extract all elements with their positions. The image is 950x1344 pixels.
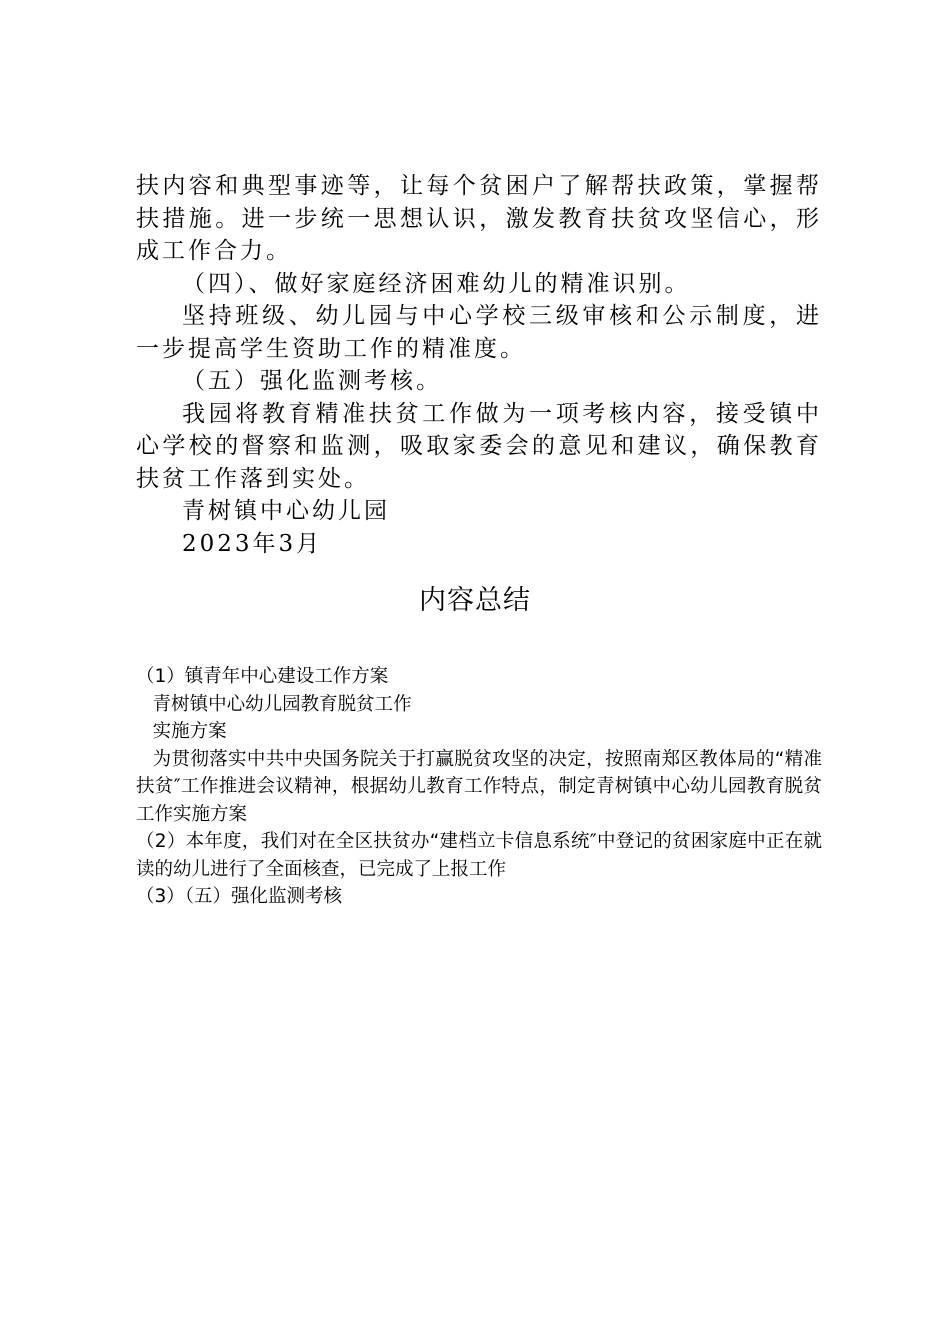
summary-item: （2）本年度，我们对在全区扶贫办“建档立卡信息系统″中登记的贫困家庭中正在就读的幼儿进行了全面核查，已完成了上报工作 bbox=[136, 831, 822, 880]
body-paragraph: 扶内容和典型事迹等，让每个贫困户了解帮扶政策，掌握帮扶措施。进一步统一思想认识，激发教育扶贫攻坚信心，形成工作合力。 bbox=[136, 173, 822, 264]
summary-item: 为贯彻落实中共中央国务院关于打赢脱贫攻坚的决定，按照南郑区教体局的“精准扶贫″工作推进会议精神，根据幼儿教育工作特点，制定青树镇中心幼儿园教育脱贫工作实施方案 bbox=[136, 748, 822, 825]
signature-date: 2023年3月 bbox=[182, 530, 323, 557]
summary-item: 青树镇中心幼儿园教育脱贫工作 bbox=[152, 693, 412, 715]
summary-title: 内容总结 bbox=[419, 585, 531, 616]
section-heading: （四）、做好家庭经济困难幼儿的精准识别。 bbox=[182, 270, 691, 297]
section-heading: （五）强化监测考核。 bbox=[182, 368, 442, 394]
body-paragraph: 坚持班级、幼儿园与中心学校三级审核和公示制度，进一步提高学生资助工作的精准度。 bbox=[136, 303, 822, 362]
signature-organization: 青树镇中心幼儿园 bbox=[182, 498, 390, 524]
summary-item: （1）镇青年中心建设工作方案 bbox=[136, 666, 389, 687]
summary-list bbox=[136, 663, 822, 911]
summary-item: （3）（五）强化监测考核 bbox=[136, 886, 343, 907]
document-body bbox=[136, 170, 822, 560]
body-paragraph: 我园将教育精准扶贫工作做为一项考核内容，接受镇中心学校的督察和监测，吸取家委会的意见和建议，确保教育扶贫工作落到实处。 bbox=[136, 400, 822, 492]
summary-item: 实施方案 bbox=[152, 721, 227, 742]
